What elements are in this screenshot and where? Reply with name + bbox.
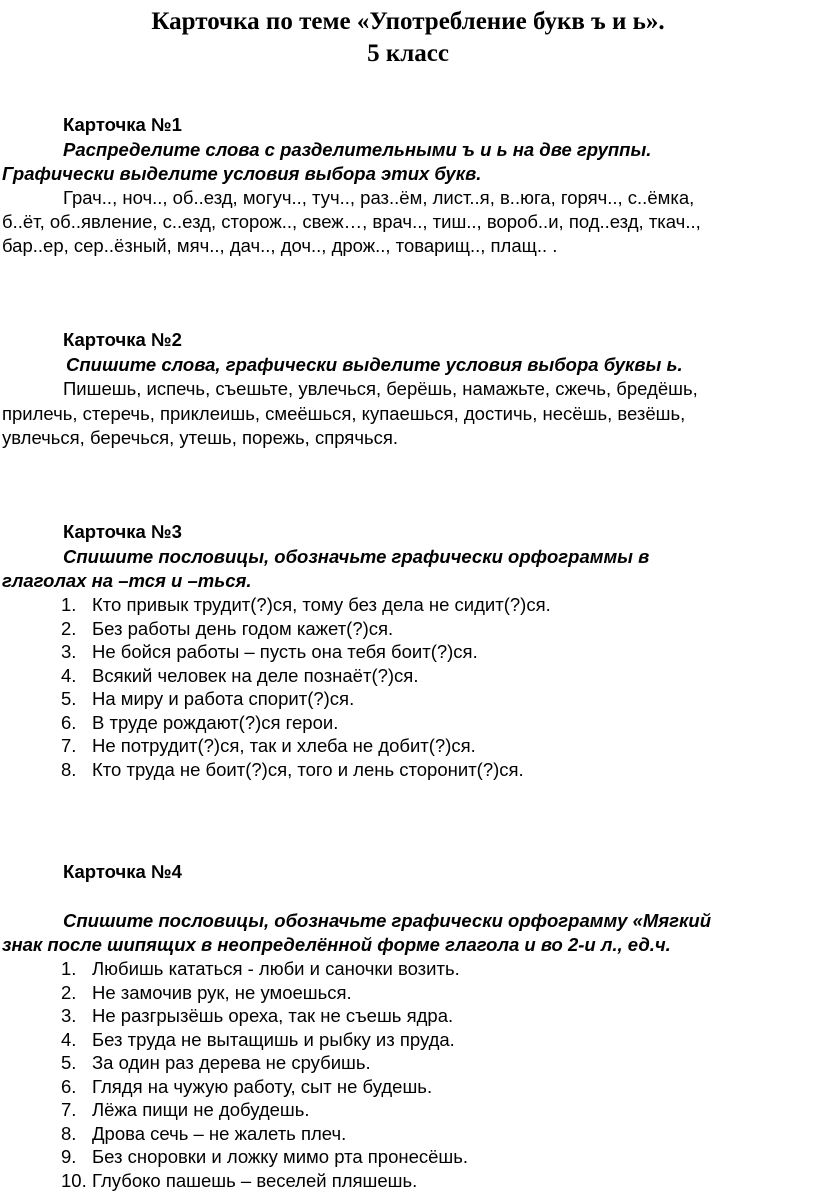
document-subtitle-grade: 5 класс: [367, 40, 449, 67]
card-4-instruction-line-2: знак после шипящих в неопределённой форме глагола и во 2-и л., ед.ч.: [2, 934, 671, 955]
item-text: Любишь кататься - люби и саночки возить.: [92, 958, 460, 979]
item-text: Кто привык трудит(?)ся, тому без дела не сидит(?)ся.: [92, 594, 551, 615]
card-3-instruction-line-1: Спишите пословицы, обозначьте графически орфограммы в: [63, 546, 650, 567]
item-text: Не замочив рук, не умоешься.: [92, 981, 352, 1003]
item-text: В труде рождают(?)ся герои.: [92, 711, 339, 733]
item-text: Без труда не вытащишь и рыбку из пруда.: [92, 1028, 455, 1050]
card-1-instruction-line-1: Распределите слова с разделительными ъ и ь на две группы.: [63, 139, 652, 160]
item-number: 3.: [61, 641, 77, 662]
card-1-heading: Карточка №1: [63, 114, 182, 135]
item-text: Всякий человек на деле познаёт(?)ся.: [92, 664, 419, 686]
item-number: 5.: [61, 688, 77, 709]
item-text: На миру и работа спорит(?)ся.: [92, 688, 355, 709]
item-number: 9.: [61, 1146, 77, 1167]
item-text: Лёжа пищи не добудешь.: [92, 1099, 310, 1120]
item-number: 10.: [61, 1169, 87, 1191]
item-number: 7.: [61, 735, 77, 756]
card-1-text-line-1: Грач.., ноч.., об..езд, могуч.., туч.., раз..ём, лист..я, в..юга, горяч.., с..ёмка,: [63, 187, 695, 208]
item-number: 5.: [61, 1052, 77, 1073]
item-number: 1.: [61, 594, 77, 615]
item-text: Не разгрызёшь ореха, так не съешь ядра.: [92, 1005, 454, 1026]
card-3-instruction-line-2: глаголах на –тся и –ться.: [2, 570, 252, 591]
item-number: 3.: [61, 1005, 77, 1026]
item-number: 4.: [61, 664, 77, 686]
item-number: 7.: [61, 1099, 77, 1120]
card-2-text-line-2: прилечь, стеречь, приклеишь, смеёшься, купаешься, достичь, несёшь, везёшь,: [2, 403, 686, 424]
item-number: 6.: [61, 711, 77, 733]
item-number: 2.: [61, 617, 77, 639]
document-title: Карточка по теме «Употребление букв ъ и ь».: [151, 8, 665, 35]
card-1-text-line-2: б..ёт, об..явление, с..езд, сторож.., свеж…, врач.., тиш.., вороб..и, под..езд, ткач..,: [2, 211, 701, 232]
card-2-text-line-3: увлечься, беречься, утешь, порежь, спрячься.: [2, 427, 398, 448]
item-number: 2.: [61, 981, 77, 1003]
item-text: За один раз дерева не срубишь.: [92, 1052, 371, 1073]
card-2-heading: Карточка №2: [63, 329, 182, 350]
card-2-text-line-1: Пишешь, испечь, съешьте, увлечься, берёшь, намажьте, сжечь, бредёшь,: [63, 378, 698, 399]
card-1-text-line-3: бар..ер, сер..ёзный, мяч.., дач.., доч.., дрож.., товарищ.., плащ.. .: [2, 235, 558, 256]
card-2-instruction: Спишите слова, графически выделите условия выбора буквы ь.: [66, 354, 683, 375]
item-text: Без сноровки и ложку мимо рта пронесёшь.: [92, 1146, 469, 1167]
item-text: Глубоко пашешь – веселей пляшешь.: [92, 1169, 418, 1191]
item-text: Кто труда не боит(?)ся, того и лень сторонит(?)ся.: [92, 758, 524, 780]
item-number: 4.: [61, 1028, 77, 1050]
card-1-instruction-line-2: Графически выделите условия выбора этих букв.: [2, 163, 482, 184]
item-text: Не потрудит(?)ся, так и хлеба не добит(?)ся.: [92, 735, 476, 756]
item-number: 1.: [61, 958, 77, 979]
card-4-instruction-line-1: Спишите пословицы, обозначьте графически орфограмму «Мягкий: [63, 910, 712, 931]
card-3-heading: Карточка №3: [63, 521, 182, 542]
item-number: 6.: [61, 1075, 77, 1097]
item-text: Глядя на чужую работу, сыт не будешь.: [92, 1075, 433, 1097]
card-4-heading: Карточка №4: [63, 861, 182, 882]
item-text: Без работы день годом кажет(?)ся.: [92, 617, 394, 639]
item-text: Не бойся работы – пусть она тебя боит(?)ся.: [92, 641, 478, 662]
item-number: 8.: [61, 1122, 77, 1144]
item-text: Дрова сечь – не жалеть плеч.: [92, 1122, 347, 1144]
item-number: 8.: [61, 758, 77, 780]
